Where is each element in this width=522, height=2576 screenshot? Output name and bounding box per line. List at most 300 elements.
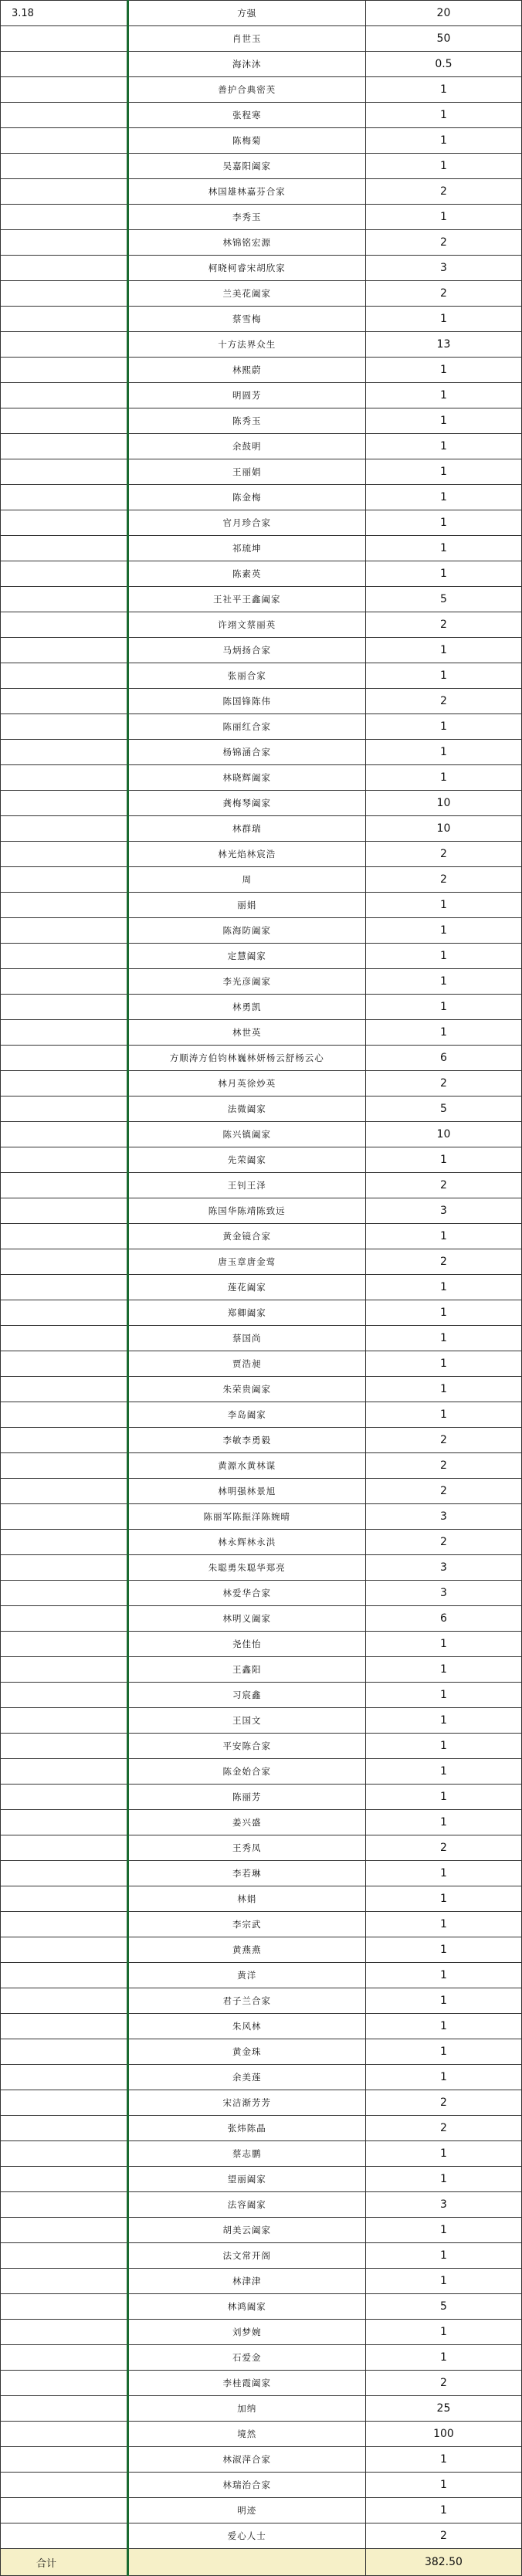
donor-name-cell: 陈金始合家 <box>127 1759 365 1785</box>
table-row <box>1 2294 522 2320</box>
donor-name-cell: 王丽娟 <box>127 459 365 485</box>
table-row <box>1 995 522 1020</box>
donor-name-cell: 龚梅琴阖家 <box>127 791 365 816</box>
amount-cell: 1 <box>365 893 521 918</box>
date-cell <box>1 2523 128 2549</box>
table-row <box>1 179 522 205</box>
table-row <box>1 1937 522 1963</box>
amount-cell: 1 <box>365 536 521 561</box>
donor-name-cell: 王秀凤 <box>127 1835 365 1861</box>
date-cell <box>1 1785 128 1810</box>
date-cell <box>1 408 128 434</box>
date-cell <box>1 1963 128 1988</box>
table-row <box>1 1683 522 1708</box>
amount-cell: 1 <box>365 1963 521 1988</box>
amount-cell: 2 <box>365 1530 521 1555</box>
date-cell <box>1 281 128 307</box>
date-cell <box>1 1988 128 2014</box>
date-cell <box>1 230 128 256</box>
amount-cell: 1 <box>365 408 521 434</box>
table-row <box>1 944 522 969</box>
table-row <box>1 1224 522 1249</box>
donor-name-cell: 林光焰林宸浩 <box>127 842 365 867</box>
donor-name-cell: 林世英 <box>127 1020 365 1046</box>
amount-cell: 1 <box>365 2243 521 2269</box>
date-cell <box>1 1351 128 1377</box>
table-row <box>1 1071 522 1096</box>
table-row <box>1 816 522 842</box>
donor-name-cell: 黄燕燕 <box>127 1937 365 1963</box>
amount-cell: 1 <box>365 485 521 510</box>
donor-name-cell: 许翊文蔡丽英 <box>127 612 365 638</box>
amount-cell: 2 <box>365 2371 521 2396</box>
amount-cell: 1 <box>365 2167 521 2192</box>
amount-cell: 1 <box>365 2065 521 2090</box>
donor-name-cell: 先荣阖家 <box>127 1147 365 1173</box>
amount-cell: 3 <box>365 256 521 281</box>
amount-cell: 1 <box>365 154 521 179</box>
date-cell <box>1 714 128 740</box>
amount-cell: 1 <box>365 1708 521 1734</box>
date-cell <box>1 358 128 383</box>
date-cell <box>1 1657 128 1683</box>
date-cell <box>1 842 128 867</box>
amount-cell: 6 <box>365 1606 521 1632</box>
date-cell <box>1 1937 128 1963</box>
table-row <box>1 1198 522 1224</box>
date-cell <box>1 179 128 205</box>
date-cell <box>1 1504 128 1530</box>
date-cell <box>1 128 128 154</box>
amount-cell: 100 <box>365 2422 521 2447</box>
donor-name-cell: 周 <box>127 867 365 893</box>
total-label: 合计 <box>1 2549 128 2576</box>
amount-cell: 1 <box>365 1810 521 1835</box>
donor-name-cell: 定慧阖家 <box>127 944 365 969</box>
amount-cell: 1 <box>365 1402 521 1428</box>
table-row <box>1 2345 522 2371</box>
date-cell <box>1 944 128 969</box>
table-row <box>1 765 522 791</box>
date-cell <box>1 638 128 663</box>
amount-cell: 2 <box>365 2090 521 2116</box>
table-row <box>1 332 522 358</box>
amount-cell: 6 <box>365 1046 521 1071</box>
donor-name-cell: 官月珍合家 <box>127 510 365 536</box>
donor-name-cell: 陈兴镇阖家 <box>127 1122 365 1147</box>
date-cell <box>1 2498 128 2523</box>
date-cell <box>1 2243 128 2269</box>
table-row <box>1 561 522 587</box>
date-cell <box>1 2396 128 2422</box>
date-cell <box>1 2065 128 2090</box>
amount-cell: 1 <box>365 1224 521 1249</box>
amount-cell: 1 <box>365 1377 521 1402</box>
amount-cell: 3 <box>365 1198 521 1224</box>
table-row <box>1 2422 522 2447</box>
donor-name-cell: 贾浩昶 <box>127 1351 365 1377</box>
amount-cell: 1 <box>365 1988 521 2014</box>
amount-cell: 50 <box>365 26 521 52</box>
date-cell <box>1 1555 128 1581</box>
table-row <box>1 1096 522 1122</box>
donor-name-cell: 林娟 <box>127 1886 365 1912</box>
donor-name-cell: 林永辉林永洪 <box>127 1530 365 1555</box>
donor-name-cell: 林淑萍合家 <box>127 2447 365 2473</box>
table-row <box>1 1835 522 1861</box>
amount-cell: 1 <box>365 1937 521 1963</box>
amount-cell: 1 <box>365 2320 521 2345</box>
table-row <box>1 2218 522 2243</box>
donor-name-cell: 林锦铭宏源 <box>127 230 365 256</box>
date-cell <box>1 765 128 791</box>
date-cell <box>1 1581 128 1606</box>
date-cell <box>1 1861 128 1886</box>
amount-cell: 2 <box>365 1428 521 1453</box>
table-row <box>1 612 522 638</box>
donor-name-cell: 朱聪勇朱聪华郑亮 <box>127 1555 365 1581</box>
donor-name-cell: 朱风林 <box>127 2014 365 2039</box>
table-row <box>1 663 522 689</box>
amount-cell: 1 <box>365 1759 521 1785</box>
amount-cell: 2 <box>365 2116 521 2141</box>
date-cell: 3.18 <box>1 1 128 26</box>
amount-cell: 1 <box>365 1326 521 1351</box>
date-cell <box>1 459 128 485</box>
date-cell <box>1 1300 128 1326</box>
table-row <box>1 510 522 536</box>
table-row <box>1 918 522 944</box>
date-cell <box>1 1835 128 1861</box>
donor-name-cell: 明迹 <box>127 2498 365 2523</box>
table-row <box>1 1886 522 1912</box>
date-cell <box>1 1173 128 1198</box>
amount-cell: 2 <box>365 2523 521 2549</box>
donor-name-cell: 方顺涛方伯钧林巍林妍杨云舒杨云心 <box>127 1046 365 1071</box>
table-row <box>1 1046 522 1071</box>
donor-name-cell: 黄洋 <box>127 1963 365 1988</box>
date-cell <box>1 154 128 179</box>
date-cell <box>1 1810 128 1835</box>
table-row <box>1 1555 522 1581</box>
table-row <box>1 1988 522 2014</box>
table-row <box>1 281 522 307</box>
date-cell <box>1 2090 128 2116</box>
date-cell <box>1 1683 128 1708</box>
donor-name-cell: 黄金珠 <box>127 2039 365 2065</box>
amount-cell: 5 <box>365 2294 521 2320</box>
donor-name-cell: 刘梦婉 <box>127 2320 365 2345</box>
amount-cell: 10 <box>365 816 521 842</box>
donor-name-cell: 善护合典密芙 <box>127 77 365 103</box>
amount-cell: 1 <box>365 1683 521 1708</box>
date-cell <box>1 1428 128 1453</box>
date-cell <box>1 1020 128 1046</box>
date-cell <box>1 1224 128 1249</box>
date-cell <box>1 256 128 281</box>
date-cell <box>1 332 128 358</box>
amount-cell: 1 <box>365 1785 521 1810</box>
amount-cell: 2 <box>365 1479 521 1504</box>
donor-name-cell: 郑卿阖家 <box>127 1300 365 1326</box>
date-cell <box>1 612 128 638</box>
donor-name-cell: 海沐沐 <box>127 52 365 77</box>
donor-name-cell: 法文常开阁 <box>127 2243 365 2269</box>
table-row <box>1 1249 522 1275</box>
amount-cell: 1 <box>365 307 521 332</box>
donor-name-cell: 林爱华合家 <box>127 1581 365 1606</box>
donor-name-cell: 君子兰合家 <box>127 1988 365 2014</box>
amount-cell: 1 <box>365 2498 521 2523</box>
date-cell <box>1 103 128 128</box>
amount-cell: 2 <box>365 1835 521 1861</box>
donor-name-cell: 祁琉坤 <box>127 536 365 561</box>
donor-name-cell: 方强 <box>127 1 365 26</box>
table-row <box>1 2090 522 2116</box>
donor-name-cell: 林明义阖家 <box>127 1606 365 1632</box>
amount-cell: 1 <box>365 1147 521 1173</box>
table-row <box>1 383 522 408</box>
amount-cell: 2 <box>365 1173 521 1198</box>
date-cell <box>1 816 128 842</box>
table-row <box>1 1351 522 1377</box>
date-cell <box>1 2039 128 2065</box>
amount-cell: 13 <box>365 332 521 358</box>
donor-name-cell: 林勇凯 <box>127 995 365 1020</box>
amount-cell: 1 <box>365 128 521 154</box>
table-row <box>1 2396 522 2422</box>
donor-name-cell: 李若琳 <box>127 1861 365 1886</box>
table-row <box>1 307 522 332</box>
donor-name-cell: 柯晓柯睿宋胡欣家 <box>127 256 365 281</box>
amount-cell: 1 <box>365 77 521 103</box>
donor-name-cell: 李秀玉 <box>127 205 365 230</box>
date-cell <box>1 2014 128 2039</box>
date-cell <box>1 77 128 103</box>
table-row <box>1 867 522 893</box>
donor-name-cell: 余鼓明 <box>127 434 365 459</box>
table-row <box>1 1020 522 1046</box>
donor-name-cell: 林月英徐炒英 <box>127 1071 365 1096</box>
amount-cell: 1 <box>365 2141 521 2167</box>
date-cell <box>1 510 128 536</box>
amount-cell: 2 <box>365 842 521 867</box>
amount-cell: 2 <box>365 867 521 893</box>
amount-cell: 2 <box>365 281 521 307</box>
amount-cell: 1 <box>365 205 521 230</box>
donor-name-cell: 兰美花阖家 <box>127 281 365 307</box>
amount-cell: 2 <box>365 1453 521 1479</box>
table-row <box>1 536 522 561</box>
date-cell <box>1 26 128 52</box>
table-row <box>1 2523 522 2549</box>
date-cell <box>1 1708 128 1734</box>
donor-name-cell: 李岛阖家 <box>127 1402 365 1428</box>
table-row <box>1 1708 522 1734</box>
amount-cell: 1 <box>365 638 521 663</box>
donor-name-cell: 陈丽红合家 <box>127 714 365 740</box>
date-cell <box>1 2320 128 2345</box>
donor-name-cell: 陈海防阖家 <box>127 918 365 944</box>
table-row <box>1 1147 522 1173</box>
amount-cell: 1 <box>365 510 521 536</box>
amount-cell: 3 <box>365 1504 521 1530</box>
amount-cell: 1 <box>365 2039 521 2065</box>
table-row <box>1 485 522 510</box>
donor-name-cell: 陈国华陈靖陈致远 <box>127 1198 365 1224</box>
table-row <box>1 740 522 765</box>
donor-name-cell: 唐玉章唐金莺 <box>127 1249 365 1275</box>
date-cell <box>1 995 128 1020</box>
table-row <box>1 2447 522 2473</box>
table-row <box>1 154 522 179</box>
date-cell <box>1 1147 128 1173</box>
donor-name-cell: 陈丽军陈振洋陈婉晴 <box>127 1504 365 1530</box>
date-cell <box>1 1479 128 1504</box>
donor-name-cell: 林熙蔚 <box>127 358 365 383</box>
table-row <box>1 103 522 128</box>
date-cell <box>1 307 128 332</box>
donor-name-cell: 习宸鑫 <box>127 1683 365 1708</box>
date-cell <box>1 1249 128 1275</box>
date-cell <box>1 383 128 408</box>
amount-cell: 2 <box>365 1249 521 1275</box>
date-cell <box>1 1326 128 1351</box>
amount-cell: 1 <box>365 1657 521 1683</box>
table-row <box>1 205 522 230</box>
donor-name-cell: 石爱金 <box>127 2345 365 2371</box>
table-row <box>1 1632 522 1657</box>
date-cell <box>1 1734 128 1759</box>
date-cell <box>1 485 128 510</box>
table-body <box>1 1 522 2576</box>
amount-cell: 1 <box>365 2269 521 2294</box>
table-row <box>1 2498 522 2523</box>
date-cell <box>1 1453 128 1479</box>
date-cell <box>1 2192 128 2218</box>
table-row <box>1 1581 522 1606</box>
amount-cell: 1 <box>365 1300 521 1326</box>
donor-name-cell: 丽娟 <box>127 893 365 918</box>
donor-name-cell: 加纳 <box>127 2396 365 2422</box>
donor-name-cell: 朱荣贵阖家 <box>127 1377 365 1402</box>
amount-cell: 1 <box>365 103 521 128</box>
table-row <box>1 1300 522 1326</box>
amount-cell: 1 <box>365 2345 521 2371</box>
date-cell <box>1 663 128 689</box>
amount-cell: 2 <box>365 179 521 205</box>
table-row <box>1 2269 522 2294</box>
date-cell <box>1 1046 128 1071</box>
amount-cell: 3 <box>365 2192 521 2218</box>
table-row <box>1 256 522 281</box>
amount-cell: 3 <box>365 1555 521 1581</box>
date-cell <box>1 1096 128 1122</box>
date-cell <box>1 791 128 816</box>
donor-name-cell: 爱心人士 <box>127 2523 365 2549</box>
donor-name-cell: 法容阖家 <box>127 2192 365 2218</box>
date-cell <box>1 867 128 893</box>
table-row <box>1 1963 522 1988</box>
amount-cell: 1 <box>365 358 521 383</box>
date-cell <box>1 1530 128 1555</box>
amount-cell: 5 <box>365 587 521 612</box>
donor-name-cell: 李宗武 <box>127 1912 365 1937</box>
donor-name-cell: 胡美云阖家 <box>127 2218 365 2243</box>
donor-name-cell: 林晓辉阖家 <box>127 765 365 791</box>
table-row <box>1 2141 522 2167</box>
table-row <box>1 1785 522 1810</box>
amount-cell: 1 <box>365 944 521 969</box>
amount-cell: 0.5 <box>365 52 521 77</box>
donor-name-cell: 陈丽芳 <box>127 1785 365 1810</box>
amount-cell: 1 <box>365 1861 521 1886</box>
date-cell <box>1 1198 128 1224</box>
amount-cell: 2 <box>365 612 521 638</box>
donor-name-cell: 林津津 <box>127 2269 365 2294</box>
amount-cell: 1 <box>365 1020 521 1046</box>
amount-cell: 1 <box>365 2218 521 2243</box>
table-row <box>1 638 522 663</box>
table-row <box>1 2243 522 2269</box>
donor-name-cell: 陈金梅 <box>127 485 365 510</box>
date-cell <box>1 205 128 230</box>
table-row <box>1 26 522 52</box>
table-row <box>1 689 522 714</box>
donor-name-cell: 陈国锋陈伟 <box>127 689 365 714</box>
donor-name-cell: 蔡国尚 <box>127 1326 365 1351</box>
amount-cell: 1 <box>365 995 521 1020</box>
donor-name-cell: 杨锦涵合家 <box>127 740 365 765</box>
table-row <box>1 714 522 740</box>
date-cell <box>1 536 128 561</box>
donor-name-cell: 尧佳怡 <box>127 1632 365 1657</box>
amount-cell: 1 <box>365 663 521 689</box>
table-row <box>1 2065 522 2090</box>
donor-name-cell: 黄源水黄林谋 <box>127 1453 365 1479</box>
donor-name-cell: 张程寒 <box>127 103 365 128</box>
total-amount: 382.50 <box>365 2549 521 2576</box>
donor-name-cell: 王钊王泽 <box>127 1173 365 1198</box>
amount-cell: 1 <box>365 1734 521 1759</box>
donor-name-cell: 法微阖家 <box>127 1096 365 1122</box>
donor-name-cell: 李光彦阖家 <box>127 969 365 995</box>
amount-cell: 1 <box>365 969 521 995</box>
date-cell <box>1 2269 128 2294</box>
donor-name-cell: 林瑞治合家 <box>127 2473 365 2498</box>
table-row <box>1 1377 522 1402</box>
table-row <box>1 2320 522 2345</box>
table-row <box>1 1657 522 1683</box>
table-row <box>1 52 522 77</box>
donor-name-cell: 张丽合家 <box>127 663 365 689</box>
table-row <box>1 77 522 103</box>
date-cell <box>1 2473 128 2498</box>
donor-name-cell: 王社平王鑫阖家 <box>127 587 365 612</box>
table-row <box>1 1326 522 1351</box>
table-row <box>1 893 522 918</box>
date-cell <box>1 2167 128 2192</box>
date-cell <box>1 1632 128 1657</box>
amount-cell: 1 <box>365 740 521 765</box>
date-cell <box>1 561 128 587</box>
date-cell <box>1 2116 128 2141</box>
table-row <box>1 969 522 995</box>
date-cell <box>1 893 128 918</box>
amount-cell: 1 <box>365 1275 521 1300</box>
donor-name-cell: 陈素英 <box>127 561 365 587</box>
table-row <box>1 2014 522 2039</box>
